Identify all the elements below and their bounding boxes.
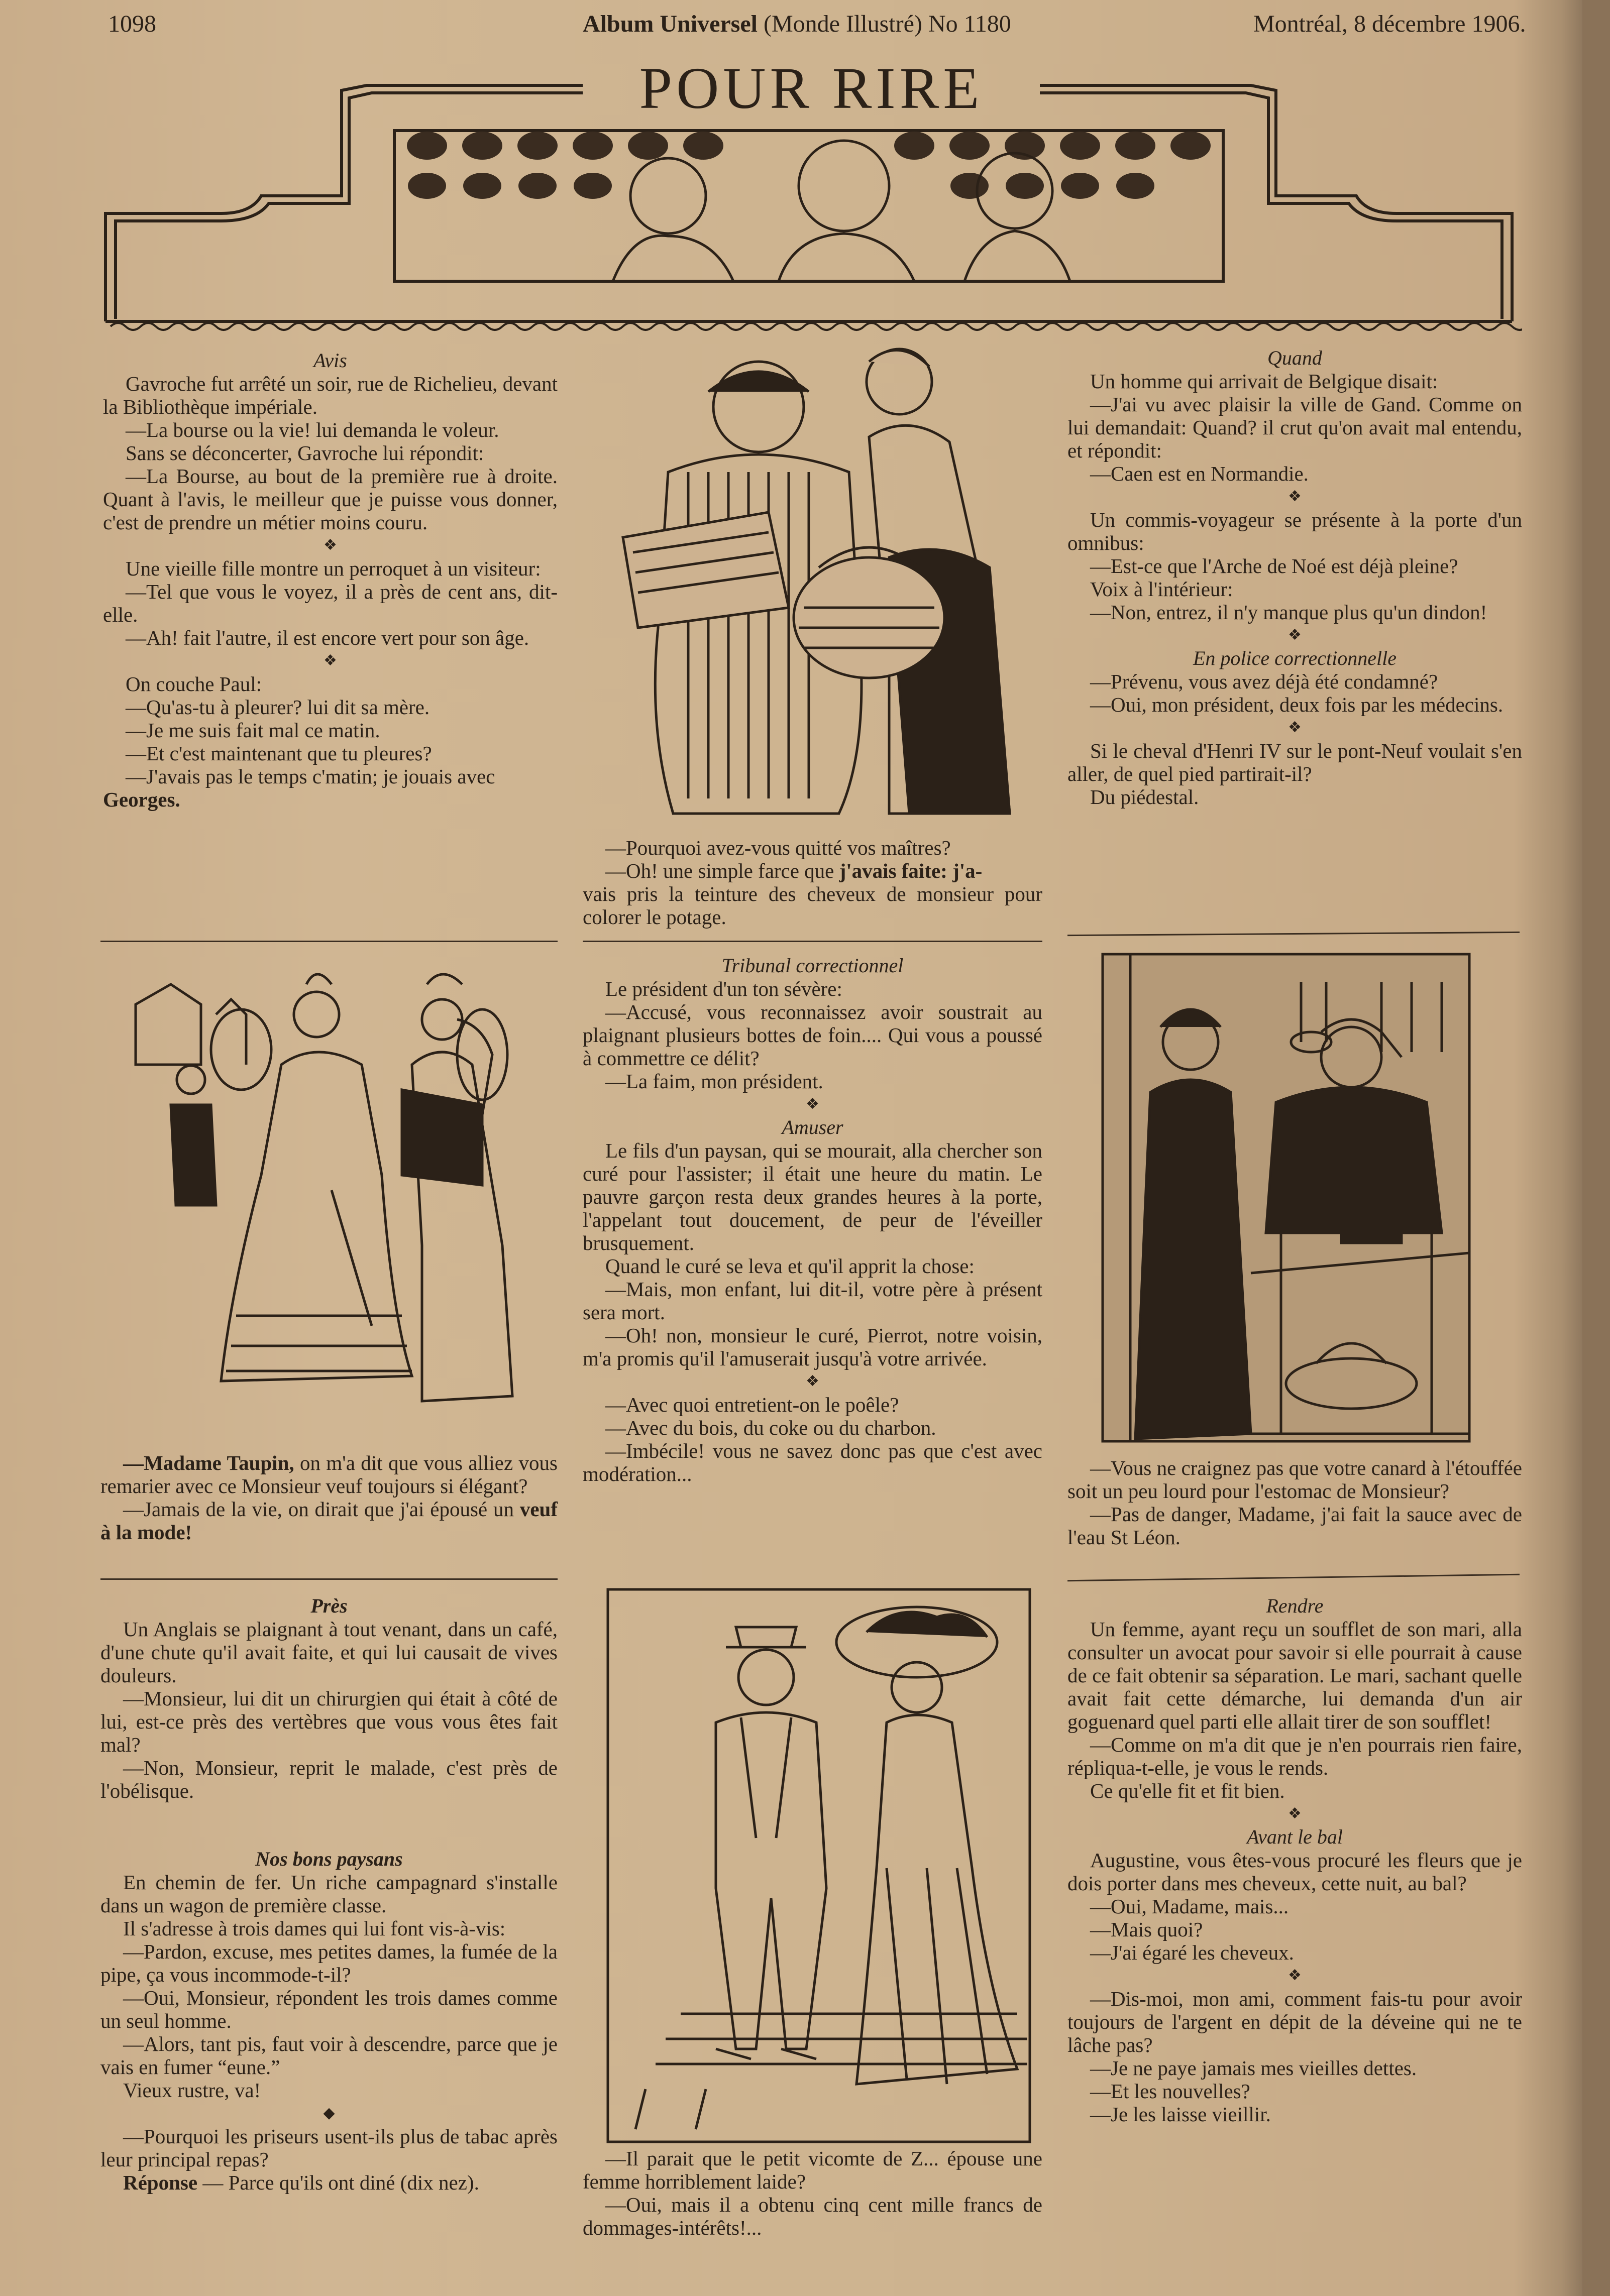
priseurs-answer: — Parce qu'ils ont diné (dix nez). bbox=[197, 2171, 479, 2194]
poele-paragraph: —Avec quoi entretient-on le poêle? bbox=[605, 1393, 899, 1416]
ornament-divider: ❖ bbox=[1288, 488, 1302, 505]
poele-paragraph: —Imbécile! vous ne savez donc pas que c'est avec modération... bbox=[583, 1439, 1042, 1485]
ornament-divider: ❖ bbox=[1288, 1805, 1302, 1822]
heading-avis: Avis bbox=[313, 349, 347, 372]
omnibus-paragraph: —Non, entrez, il n'y manque plus qu'un dindon! bbox=[1090, 601, 1487, 624]
publication-title: Album Universel bbox=[583, 11, 758, 37]
maitres-caption-line: —Pourquoi avez-vous quitté vos maîtres? bbox=[605, 836, 951, 859]
dettes-paragraph: —Dis-moi, mon ami, comment fais-tu pour avoir toujours de l'argent en dépit de la déveine qui ne te lâche pas? bbox=[1067, 1987, 1522, 2056]
column-divider bbox=[1067, 1574, 1520, 1582]
heading-police: En police correctionnelle bbox=[1193, 647, 1397, 669]
perroquet-paragraph: —Ah! fait l'autre, il est encore vert pour son âge. bbox=[126, 626, 529, 649]
rendre-paragraph: Un femme, ayant reçu un soufflet de son mari, alla consulter un avocat pour savoir si elle pourrait à cause de ce fait obtenir sa séparation. Le mari, sachant quelle avait fait cette démarche, lui demanda d'un air goguenard quel parti elle allait tirer de son soufflet! bbox=[1067, 1618, 1522, 1733]
avis-paragraph: Sans se déconcerter, Gavroche lui répondit: bbox=[126, 441, 484, 465]
column-divider bbox=[1067, 932, 1520, 936]
caption-vicomte bbox=[583, 2147, 1042, 2239]
pres-paragraph: —Monsieur, lui dit un chirurgien qui était à côté de lui, est-ce près des vertèbres que vous vous êtes fait mal? bbox=[100, 1687, 558, 1756]
page-number: 1098 bbox=[108, 11, 156, 37]
avis-paragraph: —La bourse ou la vie! lui demanda le voleur. bbox=[126, 418, 499, 441]
maitres-caption-line: vais pris la teinture des cheveux de monsieur pour colorer le potage. bbox=[583, 882, 1042, 929]
amuser-paragraph: Quand le curé se leva et qu'il apprit la chose: bbox=[605, 1254, 975, 1278]
paul-text: —J'avais pas le temps c'matin; je jouais avec bbox=[126, 765, 495, 788]
column-divider bbox=[583, 941, 1042, 942]
paul-paragraph: On couche Paul: bbox=[126, 672, 262, 696]
illustration-maitres bbox=[608, 347, 1030, 824]
priseurs-reponse: Réponse bbox=[123, 2171, 198, 2194]
heading-tribunal: Tribunal correctionnel bbox=[721, 954, 904, 977]
maitres-caption-line bbox=[583, 859, 1042, 882]
caption-madame-taupin bbox=[100, 1451, 558, 1544]
cuisine-caption-line: —Pas de danger, Madame, j'ai fait la sauce avec de l'eau St Léon. bbox=[1067, 1503, 1522, 1549]
banner-wave-border bbox=[111, 323, 1522, 330]
amuser-paragraph: Le fils d'un paysan, qui se mourait, alla chercher son curé pour l'assister; il était une heure du matin. Le pauvre garçon resta deux grandes heures à la porte, l'appelant tout doucement, de peur de l'éveiller brusquement. bbox=[583, 1139, 1042, 1254]
tribunal-paragraph: —Accusé, vous reconnaissez avoir soustrait au plaignant plusieurs bottes de foin.... Qui vous a poussé à commettre ce délit? bbox=[583, 1000, 1042, 1070]
taupin-reply: —Jamais de la vie, on dirait que j'ai épousé un bbox=[123, 1498, 514, 1521]
bal-paragraph: —J'ai égaré les cheveux. bbox=[1090, 1941, 1294, 1964]
pres-paragraph: Un Anglais se plaignant à tout venant, dans un café, d'une chute qu'il avait faite, et qui lui causait de vives douleurs. bbox=[100, 1618, 558, 1687]
rendre-paragraph: —Comme on m'a dit que je n'en pourrais rien faire, répliqua-t-elle, je vous le rends. bbox=[1067, 1733, 1522, 1779]
heading-amuser: Amuser bbox=[782, 1116, 843, 1138]
ornament-divider: ❖ bbox=[806, 1373, 819, 1390]
paul-name: Georges. bbox=[103, 788, 180, 811]
heading-rendre: Rendre bbox=[1266, 1594, 1324, 1617]
ornament-divider: ❖ bbox=[1288, 627, 1302, 643]
omnibus-paragraph: Un commis-voyageur se présente à la porte d'un omnibus: bbox=[1067, 508, 1522, 554]
amuser-paragraph: —Mais, mon enfant, lui dit-il, votre père à présent sera mort. bbox=[583, 1278, 1042, 1324]
column-1-top bbox=[103, 349, 558, 811]
paul-paragraph: —Qu'as-tu à pleurer? lui dit sa mère. bbox=[126, 696, 430, 719]
perroquet-paragraph: Une vieille fille montre un perroquet à un visiteur: bbox=[126, 557, 541, 580]
vicomte-caption-line: —Il parait que le petit vicomte de Z... épouse une femme horriblement laide? bbox=[583, 2147, 1042, 2193]
cheval-paragraph: Si le cheval d'Henri IV sur le pont-Neuf voulait s'en aller, de quel pied partirait-il? bbox=[1067, 739, 1522, 785]
ornament-divider: ❖ bbox=[1288, 719, 1302, 736]
taupin-end: élégant? bbox=[459, 1474, 528, 1498]
caption-maitres bbox=[583, 836, 1042, 929]
column-divider bbox=[100, 1578, 558, 1580]
ornament-divider: ◆ bbox=[323, 2105, 335, 2121]
paysans-paragraph: Il s'adresse à trois dames qui lui font vis-à-vis: bbox=[123, 1917, 506, 1940]
bal-paragraph: —Mais quoi? bbox=[1090, 1918, 1203, 1941]
tribunal-paragraph: —La faim, mon président. bbox=[605, 1070, 823, 1093]
pres-paragraph: —Non, Monsieur, reprit le malade, c'est près de l'obélisque. bbox=[100, 1756, 558, 1802]
ornament-divider: ❖ bbox=[324, 652, 337, 669]
dettes-paragraph: —Et les nouvelles? bbox=[1090, 2080, 1250, 2103]
paysans-paragraph: En chemin de fer. Un riche campagnard s'installe dans un wagon de première classe. bbox=[100, 1871, 558, 1917]
quand-paragraph: —J'ai vu avec plaisir la ville de Gand. Comme on lui demandait: Quand? il crut qu'on avait mal entendu, et répondit: bbox=[1067, 393, 1522, 462]
poele-paragraph: —Avec du bois, du coke ou du charbon. bbox=[605, 1416, 936, 1439]
taupin-caption-line bbox=[100, 1498, 558, 1544]
column-3-bottom bbox=[1067, 1594, 1522, 2126]
taupin-reply-bold: veuf à la mode! bbox=[100, 1498, 558, 1544]
avis-paragraph: Gavroche fut arrêté un soir, rue de Richelieu, devant la Bibliothèque impériale. bbox=[103, 372, 558, 418]
bal-paragraph: Augustine, vous êtes-vous procuré les fleurs que je dois porter dans mes cheveux, cette nuit, au bal? bbox=[1067, 1849, 1522, 1895]
illustration-cuisine bbox=[1100, 952, 1472, 1444]
vicomte-caption-line: —Oui, mais il a obtenu cinq cent mille francs de dommages-intérêts!... bbox=[583, 2193, 1042, 2239]
dettes-paragraph: —Je ne paye jamais mes vieilles dettes. bbox=[1090, 2056, 1417, 2080]
column-1-bottom bbox=[100, 1594, 558, 2194]
bal-paragraph: —Oui, Madame, mais... bbox=[1090, 1895, 1289, 1918]
column-2-middle bbox=[583, 954, 1042, 1485]
column-3-top bbox=[1067, 347, 1522, 809]
taupin-text: on m'a dit que vous alliez vous remarier avec ce Monsieur veuf toujours si bbox=[100, 1451, 558, 1498]
avis-paragraph: —La Bourse, au bout de la première rue à droite. Quant à l'avis, le meilleur que je puisse vous donner, c'est de prendre un métier moins couru. bbox=[103, 465, 558, 534]
paysans-paragraph: Vieux rustre, va! bbox=[123, 2079, 261, 2102]
cuisine-caption-line: —Vous ne craignez pas que votre canard à l'étouffée soit un peu lourd pour l'estomac de Monsieur? bbox=[1067, 1456, 1522, 1503]
ornament-divider: ❖ bbox=[806, 1096, 819, 1112]
rendre-paragraph: Ce qu'elle fit et fit bien. bbox=[1090, 1779, 1285, 1802]
paul-paragraph bbox=[103, 765, 558, 788]
quand-paragraph: Un homme qui arrivait de Belgique disait: bbox=[1090, 370, 1438, 393]
heading-avant-le-bal: Avant le bal bbox=[1246, 1825, 1343, 1848]
cheval-paragraph: Du piédestal. bbox=[1090, 785, 1199, 809]
publication-line bbox=[583, 10, 1011, 38]
illustration-madame-taupin bbox=[131, 964, 532, 1436]
banner-figures bbox=[613, 141, 1070, 281]
heading-quand: Quand bbox=[1267, 347, 1322, 369]
priseurs-paragraph bbox=[100, 2171, 558, 2194]
issue-number: No 1180 bbox=[928, 11, 1011, 37]
illustration-vicomte bbox=[605, 1587, 1032, 2144]
paysans-paragraph: —Pardon, excuse, mes petites dames, la fumée de la pipe, ça vous incommode-t-il? bbox=[100, 1940, 558, 1986]
paul-paragraph: —Et c'est maintenant que tu pleures? bbox=[126, 742, 432, 765]
ornament-divider: ❖ bbox=[1288, 1967, 1302, 1984]
taupin-caption-line bbox=[100, 1451, 558, 1498]
adjacent-page-edge bbox=[1582, 0, 1610, 2296]
omnibus-paragraph: Voix à l'intérieur: bbox=[1090, 578, 1233, 601]
publication-subtitle: (Monde Illustré) bbox=[764, 11, 922, 37]
police-paragraph: —Oui, mon président, deux fois par les médecins. bbox=[1090, 693, 1504, 716]
caption-cuisine bbox=[1067, 1456, 1522, 1549]
heading-pres: Près bbox=[310, 1594, 348, 1617]
perroquet-paragraph: —Tel que vous le voyez, il a près de cent ans, dit-elle. bbox=[103, 580, 558, 626]
mask-frieze bbox=[407, 132, 1211, 199]
banner-title: POUR RIRE bbox=[639, 55, 984, 121]
police-paragraph: —Prévenu, vous avez déjà été condamné? bbox=[1090, 670, 1438, 693]
dettes-paragraph: —Je les laisse vieillir. bbox=[1090, 2103, 1271, 2126]
maitres-text: —Oh! une simple farce que bbox=[605, 859, 834, 882]
paysans-paragraph: —Oui, Monsieur, répondent les trois dames comme un seul homme. bbox=[100, 1986, 558, 2032]
amuser-paragraph: —Oh! non, monsieur le curé, Pierrot, notre voisin, m'a promis qu'il l'amuserait jusqu'à votre arrivée. bbox=[583, 1324, 1042, 1370]
date-line: Montréal, 8 décembre 1906. bbox=[1253, 11, 1526, 37]
paysans-paragraph: —Alors, tant pis, faut voir à descendre, parce que je vais en fumer “eune.” bbox=[100, 2032, 558, 2079]
heading-nos-bons-paysans: Nos bons paysans bbox=[255, 1848, 403, 1870]
tribunal-paragraph: Le président d'un ton sévère: bbox=[605, 977, 842, 1000]
quand-paragraph: —Caen est en Normandie. bbox=[1090, 462, 1309, 485]
taupin-bold: —Madame Taupin, bbox=[123, 1451, 294, 1474]
omnibus-paragraph: —Est-ce que l'Arche de Noé est déjà pleine? bbox=[1090, 554, 1458, 578]
priseurs-paragraph: —Pourquoi les priseurs usent-ils plus de tabac après leur principal repas? bbox=[100, 2125, 558, 2171]
paul-paragraph: —Je me suis fait mal ce matin. bbox=[126, 719, 380, 742]
ornament-divider: ❖ bbox=[324, 537, 337, 553]
column-divider bbox=[100, 941, 558, 942]
maitres-bold: j'avais faite: j'a- bbox=[834, 859, 983, 882]
